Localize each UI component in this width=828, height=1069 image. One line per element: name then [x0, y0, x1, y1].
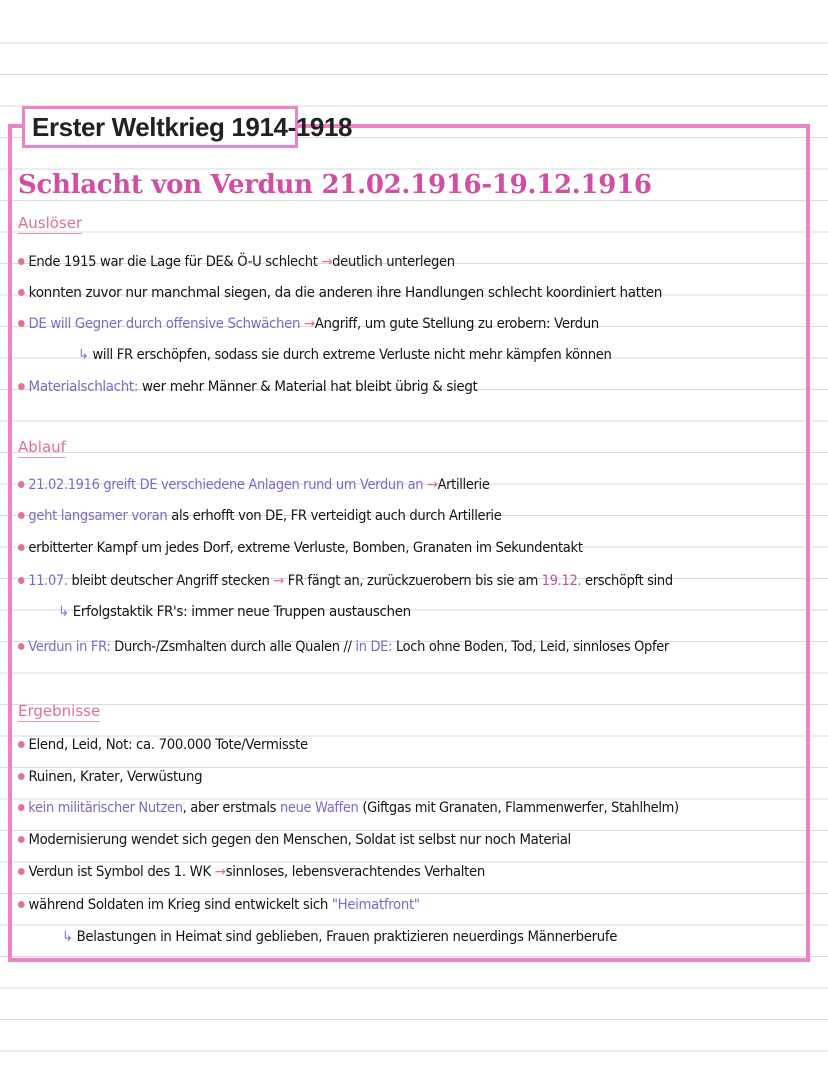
list-item: 21.02.1916 greift DE verschiedene Anlagen rund um Verdun an →Artillerie	[18, 473, 490, 497]
list-item: Modernisierung wendet sich gegen den Menschen, Soldat ist selbst nur noch Material	[18, 828, 571, 852]
arrow-turn-right-icon: ↳	[62, 929, 73, 945]
list-item: Ende 1915 war die Lage für DE& Ö-U schlecht →deutlich unterlegen	[18, 250, 455, 274]
arrow-right-icon: →	[214, 864, 226, 880]
bullet-icon	[18, 643, 25, 650]
list-subitem: ↳ Erfolgstaktik FR's: immer neue Truppen austauschen	[58, 604, 411, 620]
list-subitem: ↳ will FR erschöpfen, sodass sie durch extreme Verluste nicht mehr kämpfen können	[78, 347, 612, 363]
arrow-turn-right-icon: ↳	[78, 347, 89, 363]
bullet-icon	[18, 512, 25, 519]
section-label-ausloeser: Auslöser	[18, 214, 83, 232]
arrow-turn-right-icon: ↳	[58, 604, 69, 620]
bullet-icon	[18, 577, 25, 584]
battle-heading: Schlacht von Verdun 21.02.1916-19.12.1916	[18, 170, 652, 200]
list-item: Verdun ist Symbol des 1. WK →sinnloses, lebensverachtendes Verhalten	[18, 860, 485, 884]
bullet-icon	[18, 481, 25, 488]
list-item: 11.07. bleibt deutscher Angriff stecken → FR fängt an, zurückzuerobern bis sie am 19.12. erschöpft sind	[18, 569, 673, 593]
section-label-ergebnisse: Ergebnisse	[18, 702, 101, 720]
arrow-right-icon: →	[273, 573, 284, 589]
list-item: während Soldaten im Krieg sind entwickelt sich "Heimatfront"	[18, 893, 420, 917]
page-title: Erster Weltkrieg 1914-1918	[22, 106, 298, 148]
section-label-ablauf: Ablauf	[18, 438, 66, 456]
bullet-icon	[18, 868, 25, 875]
bullet-icon	[18, 383, 25, 390]
bullet-icon	[18, 258, 25, 265]
bullet-icon	[18, 741, 25, 748]
list-item: geht langsamer voran als erhofft von DE, FR verteidigt auch durch Artillerie	[18, 504, 502, 528]
list-item: erbitterter Kampf um jedes Dorf, extreme Verluste, Bomben, Granaten im Sekundentakt	[18, 536, 583, 560]
bullet-icon	[18, 901, 25, 908]
bullet-icon	[18, 544, 25, 551]
list-item: kein militärischer Nutzen, aber erstmals neue Waffen (Giftgas mit Granaten, Flammenwerfer, Stahlhelm)	[18, 796, 679, 820]
list-item: Materialschlacht: wer mehr Männer & Material hat bleibt übrig & siegt	[18, 375, 477, 399]
bullet-icon	[18, 289, 25, 296]
arrow-right-icon: →	[321, 254, 333, 270]
list-item: Ruinen, Krater, Verwüstung	[18, 765, 202, 789]
list-subitem: ↳ Belastungen in Heimat sind geblieben, Frauen praktizieren neuerdings Männerberufe	[62, 929, 618, 945]
bullet-icon	[18, 773, 25, 780]
arrow-right-icon: →	[426, 477, 438, 493]
bullet-icon	[18, 804, 25, 811]
list-item: Elend, Leid, Not: ca. 700.000 Tote/Vermisste	[18, 733, 308, 757]
list-item: konnten zuvor nur manchmal siegen, da die anderen ihre Handlungen schlecht koordiniert hatten	[18, 281, 662, 305]
bullet-icon	[18, 320, 25, 327]
bullet-icon	[18, 836, 25, 843]
list-item: Verdun in FR: Durch-/Zsmhalten durch alle Qualen // in DE: Loch ohne Boden, Tod, Leid, sinnloses Opfer	[18, 635, 669, 659]
list-item: DE will Gegner durch offensive Schwächen →Angriff, um gute Stellung zu erobern: Verdun	[18, 312, 599, 336]
arrow-right-icon: →	[303, 316, 315, 332]
